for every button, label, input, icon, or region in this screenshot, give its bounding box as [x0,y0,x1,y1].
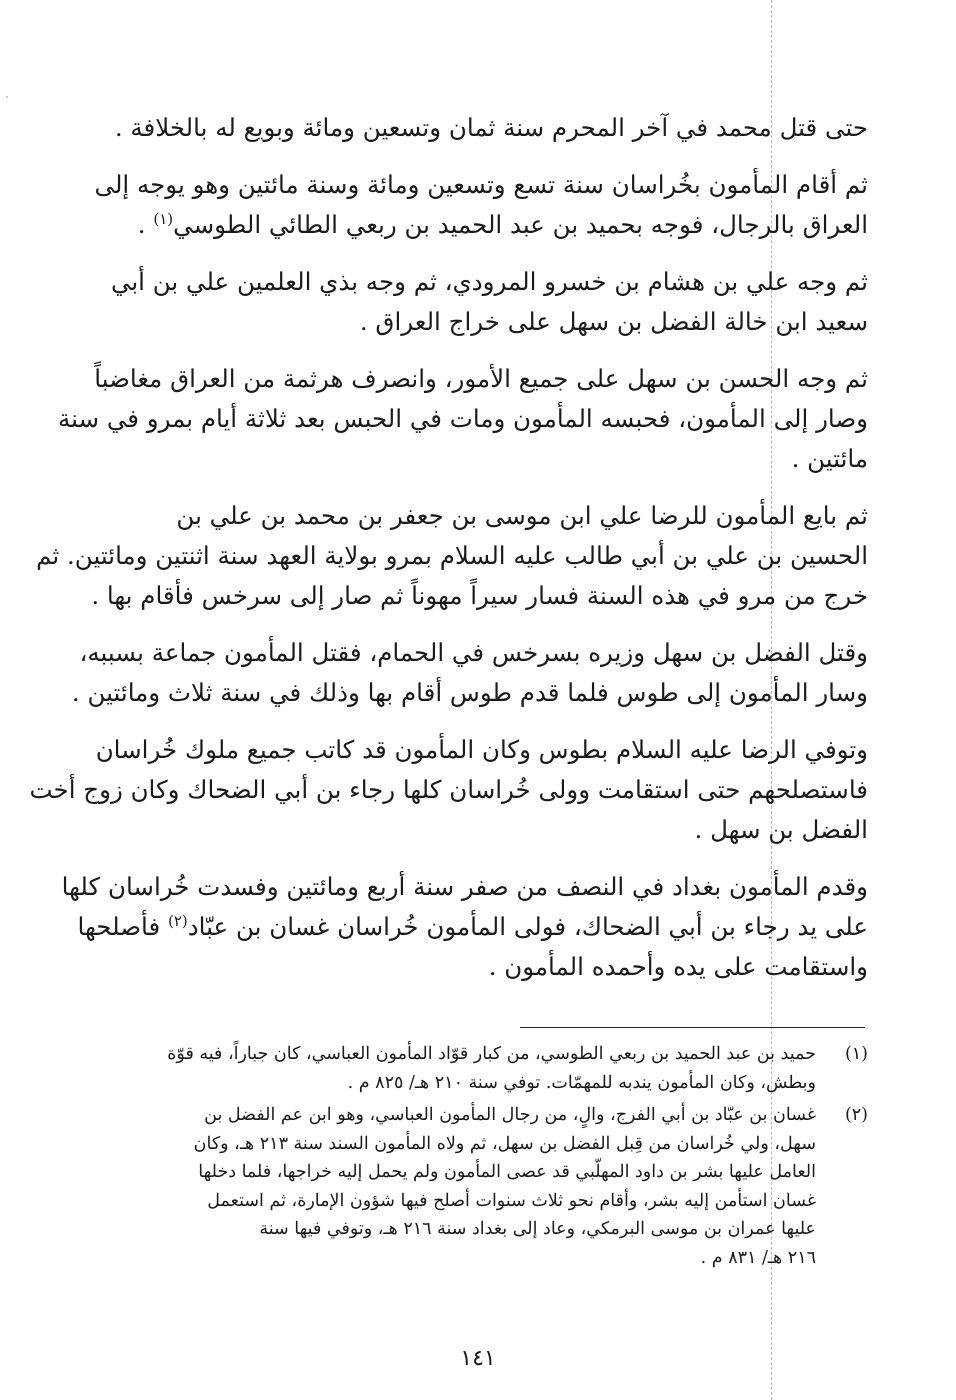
paragraph [29,730,868,850]
footnote-separator [520,1027,865,1028]
text-line: وتوفي الرضا عليه السلام بطوس وكان المأمون قد كاتب جميع ملوك خُراسان [95,735,868,764]
text-line: فاستصلحهم حتى استقامت وولى خُراسان كلها رجاء بن أبي الضحاك وكان زوج أخت [29,775,868,804]
footnote [128,1040,868,1097]
text-segment: فأصلحها [77,912,161,941]
text-line: حتى قتل محمد في آخر المحرم سنة ثمان وتسعين ومائة وبويع له بالخلافة . [114,113,868,142]
main-text [29,108,868,1004]
text-line: واستقامت على يده وأحمده المأمون . [488,952,868,981]
text-segment: على يد رجاء بن أبي الضحاك، فولى المأمون خُراسان غسان بن عبّاد [187,912,868,941]
paragraph [61,867,868,987]
text-line [77,907,868,947]
footnote [128,1101,868,1272]
text-line: ثم بايع المأمون للرضا علي ابن موسى بن جعفر بن محمد بن علي بن [176,501,868,530]
footnote-number: (١) [844,1044,868,1064]
paragraph [71,633,868,713]
text-line: وقتل الفضل بن سهل وزيره بسرخس في الحمام، فقتل المأمون جماعة بسببه، [79,638,868,667]
footnote-reference: (١) [153,209,174,228]
text-line: ثم أقام المأمون بخُراسان سنة تسع وتسعين ومائة وسنة مائتين وهو يوجه إلى [94,170,868,199]
text-segment: . [137,210,146,239]
text-line: الحسين بن علي بن أبي طالب عليه السلام بمرو بولاية العهد سنة اثنتين ومائتين. ثم [36,541,868,570]
text-segment: العراق بالرجال، فوجه بحميد بن عبد الحميد بن ربعي الطائي الطوسي [173,210,868,239]
text-line: ثم وجه علي بن هشام بن خسرو المرودي، ثم وجه بذي العلمين علي بن أبي [110,267,868,296]
footnote-line: حميد بن عبد الحميد بن ربعي الطوسي، من كبار قوّاد المأمون العباسي، كان جباراً، فيه قوّة [167,1044,816,1064]
text-line: وصار إلى المأمون، فحبسه المأمون ومات في الحبس بعد ثلاثة أيام بمرو في سنة [57,404,868,433]
text-line: ثم وجه الحسن بن سهل على جميع الأمور، وانصرف هرثمة من العراق مغاضباً [94,364,868,393]
footnote-number: (٢) [844,1105,868,1125]
footnote-line: عليها عمران بن موسى البرمكي، وعاد إلى بغداد سنة ٢١٦ هـ، وتوفي فيها سنة [259,1219,816,1239]
footnote-line: سهل، ولي خُراسان من قِبل الفضل بن سهل، ثم ولاه المأمون السند سنة ٢١٣ هـ، وكان [193,1133,816,1154]
footnote-line: العامل عليها بشر بن داود المهلّبي قد عصى المأمون ولم يحمل إليه خراجها، فلما دخلها [198,1162,816,1182]
footnotes [128,1040,868,1276]
paragraph [36,496,868,616]
footnote-line: غسان استأمن إليه بشر، وأقام نحو ثلاث سنوات أصلح فيها شؤون الإمارة، ثم استعمل [207,1190,816,1211]
paragraph [94,165,868,245]
footnote-line: ٢١٦ هـ/ ٨٣١ م . [700,1247,816,1268]
text-line [128,205,868,245]
text-line: الفضل بن سهل . [694,815,868,844]
footnote-line: وبطش، وكان المأمون يندبه للمهمّات. توفي سنة ٢١٠ هـ/ ٨٢٥ م . [347,1072,816,1093]
text-line: خرج من مرو في هذه السنة فسار سيراً مهوناً ثم صار إلى سرخس فأقام بها . [91,581,868,610]
text-line: مائتين . [791,444,868,473]
margin-speck [6,96,8,98]
text-line: وسار المأمون إلى طوس فلما قدم طوس أقام بها وذلك في سنة ثلاث ومائتين . [71,678,868,707]
page-number: ١٤١ [460,1346,496,1371]
text-line: وقدم المأمون بغداد في النصف من صفر سنة أربع ومائتين وفسدت خُراسان كلها [61,872,868,901]
footnote-reference: (٢) [167,911,188,930]
paragraph [57,359,868,479]
paragraph [110,262,868,342]
footnote-line: غسان بن عبّاد بن أبي الفرج، والٍ، من رجال المأمون العباسي، وهو ابن عم الفضل بن [204,1105,816,1125]
text-line: سعيد ابن خالة الفضل بن سهل على خراج العراق . [359,307,868,336]
paragraph [114,108,868,148]
